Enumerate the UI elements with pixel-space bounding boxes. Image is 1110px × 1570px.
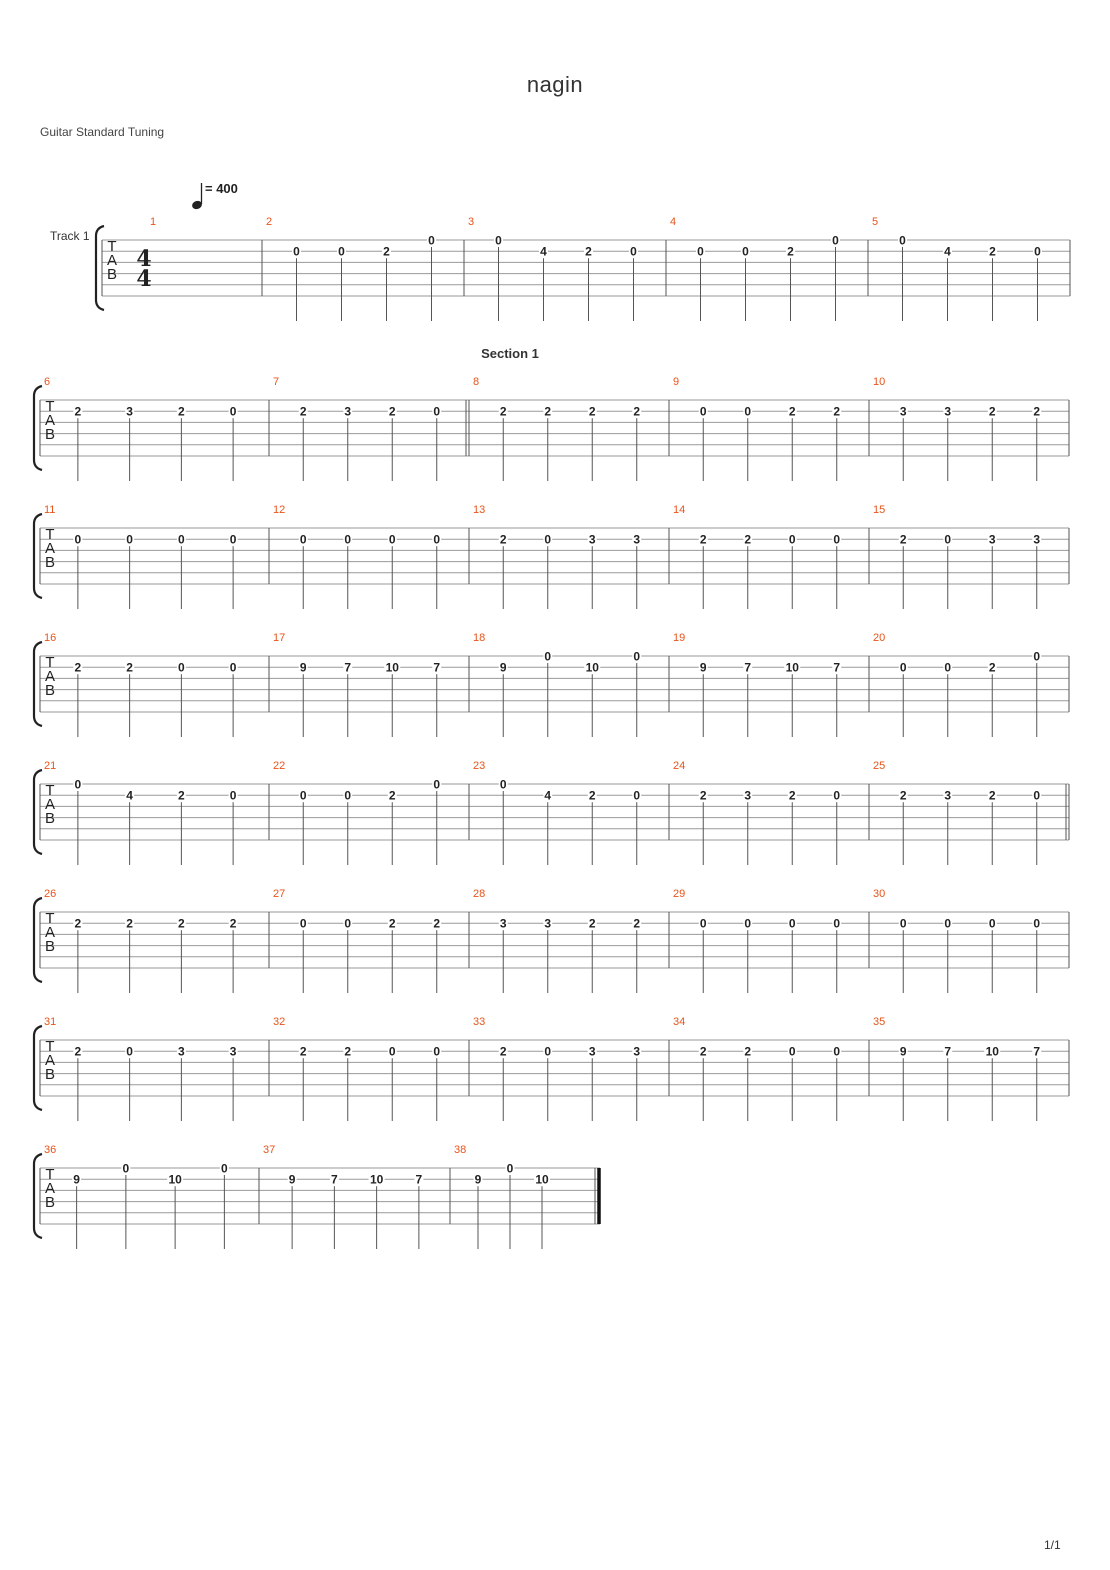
fret-number: 3	[944, 404, 952, 419]
measure-number: 2	[266, 216, 273, 228]
fret-number: 2	[178, 404, 185, 419]
system-bracket	[34, 770, 42, 854]
measure-number: 12	[273, 504, 286, 516]
fret-number: 10	[168, 1172, 182, 1187]
fret-number: 2	[744, 1044, 752, 1059]
tab-clef-letter: B	[44, 938, 56, 955]
fret-number: 3	[344, 404, 352, 419]
fret-number: 2	[899, 532, 907, 547]
fret-number: 2	[699, 1044, 707, 1059]
fret-number: 3	[499, 916, 507, 931]
fret-number: 0	[126, 1044, 133, 1059]
fret-number: 0	[433, 532, 441, 547]
measure-number: 18	[473, 632, 486, 644]
measure-number: 34	[673, 1016, 686, 1028]
fret-number: 0	[1034, 244, 1041, 259]
fret-number: 3	[126, 404, 133, 419]
fret-number: 2	[299, 404, 307, 419]
fret-number: 9	[288, 1172, 296, 1187]
track-label: Track 1	[50, 229, 90, 243]
fret-number: 2	[588, 404, 596, 419]
system-bracket	[96, 226, 104, 310]
measure-number: 13	[473, 504, 486, 516]
fret-number: 0	[944, 532, 952, 547]
tab-clef-letter: B	[44, 426, 56, 443]
fret-number: 0	[833, 788, 841, 803]
fret-number: 0	[344, 532, 352, 547]
fret-number: 0	[433, 404, 441, 419]
fret-number: 3	[544, 916, 552, 931]
tab-clef-letter: A	[44, 1180, 56, 1197]
fret-number: 0	[899, 660, 907, 675]
fret-number: 0	[433, 777, 441, 792]
tab-clef-letter: A	[44, 412, 56, 429]
fret-number: 2	[74, 660, 82, 675]
fret-number: 0	[742, 244, 749, 259]
fret-number: 0	[433, 1044, 441, 1059]
fret-number: 4	[544, 788, 552, 803]
fret-number: 2	[699, 532, 707, 547]
score-title: nagin	[526, 72, 584, 97]
fret-number: 0	[633, 649, 641, 664]
tab-clef-letter: B	[44, 1194, 56, 1211]
fret-number: 2	[588, 916, 596, 931]
measure-number: 19	[673, 632, 686, 644]
fret-number: 0	[833, 532, 841, 547]
fret-number: 0	[788, 916, 796, 931]
fret-number: 2	[229, 916, 237, 931]
measure-number: 37	[263, 1144, 276, 1156]
system-bracket	[34, 1026, 42, 1110]
fret-number: 2	[126, 660, 133, 675]
measure-number: 32	[273, 1016, 286, 1028]
fret-number: 2	[74, 1044, 82, 1059]
fret-number: 0	[832, 233, 839, 248]
fret-number: 7	[944, 1044, 952, 1059]
measure-number: 38	[454, 1144, 467, 1156]
fret-number: 2	[544, 404, 552, 419]
measure-number: 5	[872, 216, 879, 228]
tab-clef-letter: B	[44, 682, 56, 699]
fret-number: 2	[74, 916, 82, 931]
measure-number: 27	[273, 888, 286, 900]
fret-number: 3	[1033, 532, 1041, 547]
measure-number: 15	[873, 504, 886, 516]
fret-number: 2	[588, 788, 596, 803]
measure-number: 33	[473, 1016, 486, 1028]
fret-number: 4	[944, 244, 951, 259]
fret-number: 0	[299, 788, 307, 803]
fret-number: 9	[699, 660, 707, 675]
measure-number: 7	[273, 376, 280, 388]
fret-number: 0	[788, 1044, 796, 1059]
time-signature-denominator: 4	[136, 266, 152, 292]
fret-number: 0	[221, 1161, 228, 1176]
fret-number: 0	[388, 1044, 396, 1059]
fret-number: 2	[699, 788, 707, 803]
measure-number: 36	[44, 1144, 57, 1156]
tab-clef-letter: A	[44, 1052, 56, 1069]
tab-clef-letter: A	[106, 252, 118, 269]
fret-number: 0	[788, 532, 796, 547]
fret-number: 0	[74, 532, 82, 547]
tab-clef-letter: T	[45, 910, 55, 927]
measure-number: 24	[673, 760, 686, 772]
fret-number: 0	[1033, 916, 1041, 931]
tab-clef-letter: T	[45, 526, 55, 543]
fret-number: 3	[944, 788, 952, 803]
fret-number: 7	[433, 660, 441, 675]
fret-number: 0	[1033, 788, 1041, 803]
fret-number: 9	[299, 660, 307, 675]
page-number: 1/1	[1044, 1538, 1061, 1552]
fret-number: 0	[833, 916, 841, 931]
fret-number: 0	[633, 788, 641, 803]
fret-number: 0	[344, 916, 352, 931]
measure-number: 23	[473, 760, 486, 772]
fret-number: 10	[385, 660, 399, 675]
fret-number: 10	[585, 660, 599, 675]
fret-number: 0	[988, 916, 996, 931]
tab-clef-letter: B	[44, 810, 56, 827]
fret-number: 0	[122, 1161, 130, 1176]
measure-number: 17	[273, 632, 286, 644]
fret-number: 0	[899, 233, 906, 248]
fret-number: 2	[299, 1044, 307, 1059]
fret-number: 2	[74, 404, 82, 419]
fret-number: 10	[785, 660, 799, 675]
measure-number: 35	[873, 1016, 886, 1028]
tab-clef-letter: T	[45, 1166, 55, 1183]
measure-number: 14	[673, 504, 686, 516]
fret-number: 9	[899, 1044, 907, 1059]
fret-number: 3	[588, 1044, 596, 1059]
fret-number: 0	[699, 404, 707, 419]
fret-number: 2	[178, 916, 185, 931]
tuning-label: Guitar Standard Tuning	[40, 125, 165, 139]
fret-number: 2	[499, 1044, 507, 1059]
fret-number: 2	[744, 532, 752, 547]
fret-number: 7	[833, 660, 841, 675]
fret-number: 2	[988, 404, 996, 419]
fret-number: 2	[633, 404, 641, 419]
measure-number: 31	[44, 1016, 57, 1028]
measure-number: 26	[44, 888, 57, 900]
fret-number: 0	[229, 788, 237, 803]
fret-number: 2	[633, 916, 641, 931]
fret-number: 9	[73, 1172, 80, 1187]
measure-number: 10	[873, 376, 886, 388]
fret-number: 3	[633, 532, 641, 547]
fret-number: 0	[544, 532, 552, 547]
fret-number: 3	[229, 1044, 237, 1059]
fret-number: 0	[697, 244, 704, 259]
fret-number: 0	[299, 532, 307, 547]
fret-number: 0	[428, 233, 435, 248]
fret-number: 2	[788, 404, 796, 419]
measure-number: 9	[673, 376, 680, 388]
tab-clef-letter: T	[107, 238, 117, 255]
fret-number: 0	[544, 649, 552, 664]
fret-number: 0	[293, 244, 300, 259]
fret-number: 2	[989, 244, 996, 259]
system-bracket	[34, 1154, 42, 1238]
measure-number: 29	[673, 888, 686, 900]
fret-number: 0	[1033, 649, 1041, 664]
fret-number: 7	[331, 1172, 338, 1187]
fret-number: 0	[833, 1044, 841, 1059]
fret-number: 0	[630, 244, 637, 259]
tempo-marking: = 400	[205, 181, 238, 196]
measure-number: 4	[670, 216, 677, 228]
fret-number: 2	[988, 660, 996, 675]
fret-number: 4	[126, 788, 133, 803]
measure-number: 20	[873, 632, 886, 644]
fret-number: 4	[540, 244, 547, 259]
measure-number: 11	[44, 504, 56, 516]
fret-number: 7	[1033, 1044, 1041, 1059]
fret-number: 2	[788, 788, 796, 803]
fret-number: 0	[388, 532, 396, 547]
fret-number: 9	[499, 660, 507, 675]
tab-clef-letter: B	[44, 1066, 56, 1083]
fret-number: 2	[126, 916, 133, 931]
fret-number: 2	[499, 532, 507, 547]
fret-number: 2	[178, 788, 185, 803]
fret-number: 7	[744, 660, 752, 675]
fret-number: 0	[495, 233, 502, 248]
fret-number: 10	[369, 1172, 384, 1187]
fret-number: 0	[944, 916, 952, 931]
measure-number: 3	[468, 216, 475, 228]
measure-number: 1	[150, 216, 157, 228]
fret-number: 2	[383, 244, 390, 259]
fret-number: 10	[535, 1172, 549, 1187]
tab-clef-letter: T	[45, 1038, 55, 1055]
fret-number: 2	[988, 788, 996, 803]
fret-number: 2	[787, 244, 794, 259]
fret-number: 0	[178, 660, 185, 675]
fret-number: 3	[744, 788, 752, 803]
measure-number: 21	[44, 760, 57, 772]
fret-number: 0	[506, 1161, 514, 1176]
tab-clef-letter: B	[44, 554, 56, 571]
tab-clef-letter: A	[44, 668, 56, 685]
tab-clef-letter: A	[44, 796, 56, 813]
measure-number: 30	[873, 888, 886, 900]
fret-number: 0	[299, 916, 307, 931]
fret-number: 0	[544, 1044, 552, 1059]
fret-number: 2	[344, 1044, 352, 1059]
measure-number: 6	[44, 376, 51, 388]
fret-number: 2	[388, 916, 396, 931]
fret-number: 3	[178, 1044, 185, 1059]
fret-number: 0	[899, 916, 907, 931]
tab-clef-letter: A	[44, 924, 56, 941]
fret-number: 0	[178, 532, 185, 547]
fret-number: 2	[433, 916, 441, 931]
fret-number: 3	[988, 532, 996, 547]
measure-number: 28	[473, 888, 486, 900]
fret-number: 0	[229, 532, 237, 547]
fret-number: 2	[899, 788, 907, 803]
fret-number: 3	[633, 1044, 641, 1059]
fret-number: 0	[744, 916, 752, 931]
system-bracket	[34, 386, 42, 470]
section-label: Section 1	[481, 346, 539, 361]
fret-number: 0	[699, 916, 707, 931]
fret-number: 0	[229, 404, 237, 419]
measure-number: 16	[44, 632, 57, 644]
fret-number: 0	[126, 532, 133, 547]
tab-clef-letter: T	[45, 654, 55, 671]
fret-number: 0	[499, 777, 507, 792]
system-bracket	[34, 898, 42, 982]
system-bracket	[34, 514, 42, 598]
fret-number: 0	[744, 404, 752, 419]
system-bracket	[34, 642, 42, 726]
fret-number: 3	[588, 532, 596, 547]
fret-number: 3	[899, 404, 907, 419]
fret-number: 2	[1033, 404, 1041, 419]
tab-clef-letter: A	[44, 540, 56, 557]
fret-number: 7	[415, 1172, 423, 1187]
fret-number: 10	[985, 1044, 999, 1059]
measure-number: 8	[473, 376, 480, 388]
fret-number: 0	[74, 777, 82, 792]
fret-number: 0	[944, 660, 952, 675]
tab-clef-letter: T	[45, 782, 55, 799]
time-signature-numerator: 4	[136, 246, 152, 272]
tab-clef-letter: B	[106, 266, 118, 283]
fret-number: 7	[344, 660, 352, 675]
tab-clef-letter: T	[45, 398, 55, 415]
fret-number: 0	[344, 788, 352, 803]
fret-number: 0	[338, 244, 345, 259]
fret-number: 2	[388, 788, 396, 803]
fret-number: 2	[585, 244, 592, 259]
fret-number: 2	[499, 404, 507, 419]
measure-number: 22	[273, 760, 286, 772]
fret-number: 2	[833, 404, 841, 419]
fret-number: 9	[474, 1172, 482, 1187]
fret-number: 2	[388, 404, 396, 419]
fret-number: 0	[229, 660, 237, 675]
measure-number: 25	[873, 760, 886, 772]
